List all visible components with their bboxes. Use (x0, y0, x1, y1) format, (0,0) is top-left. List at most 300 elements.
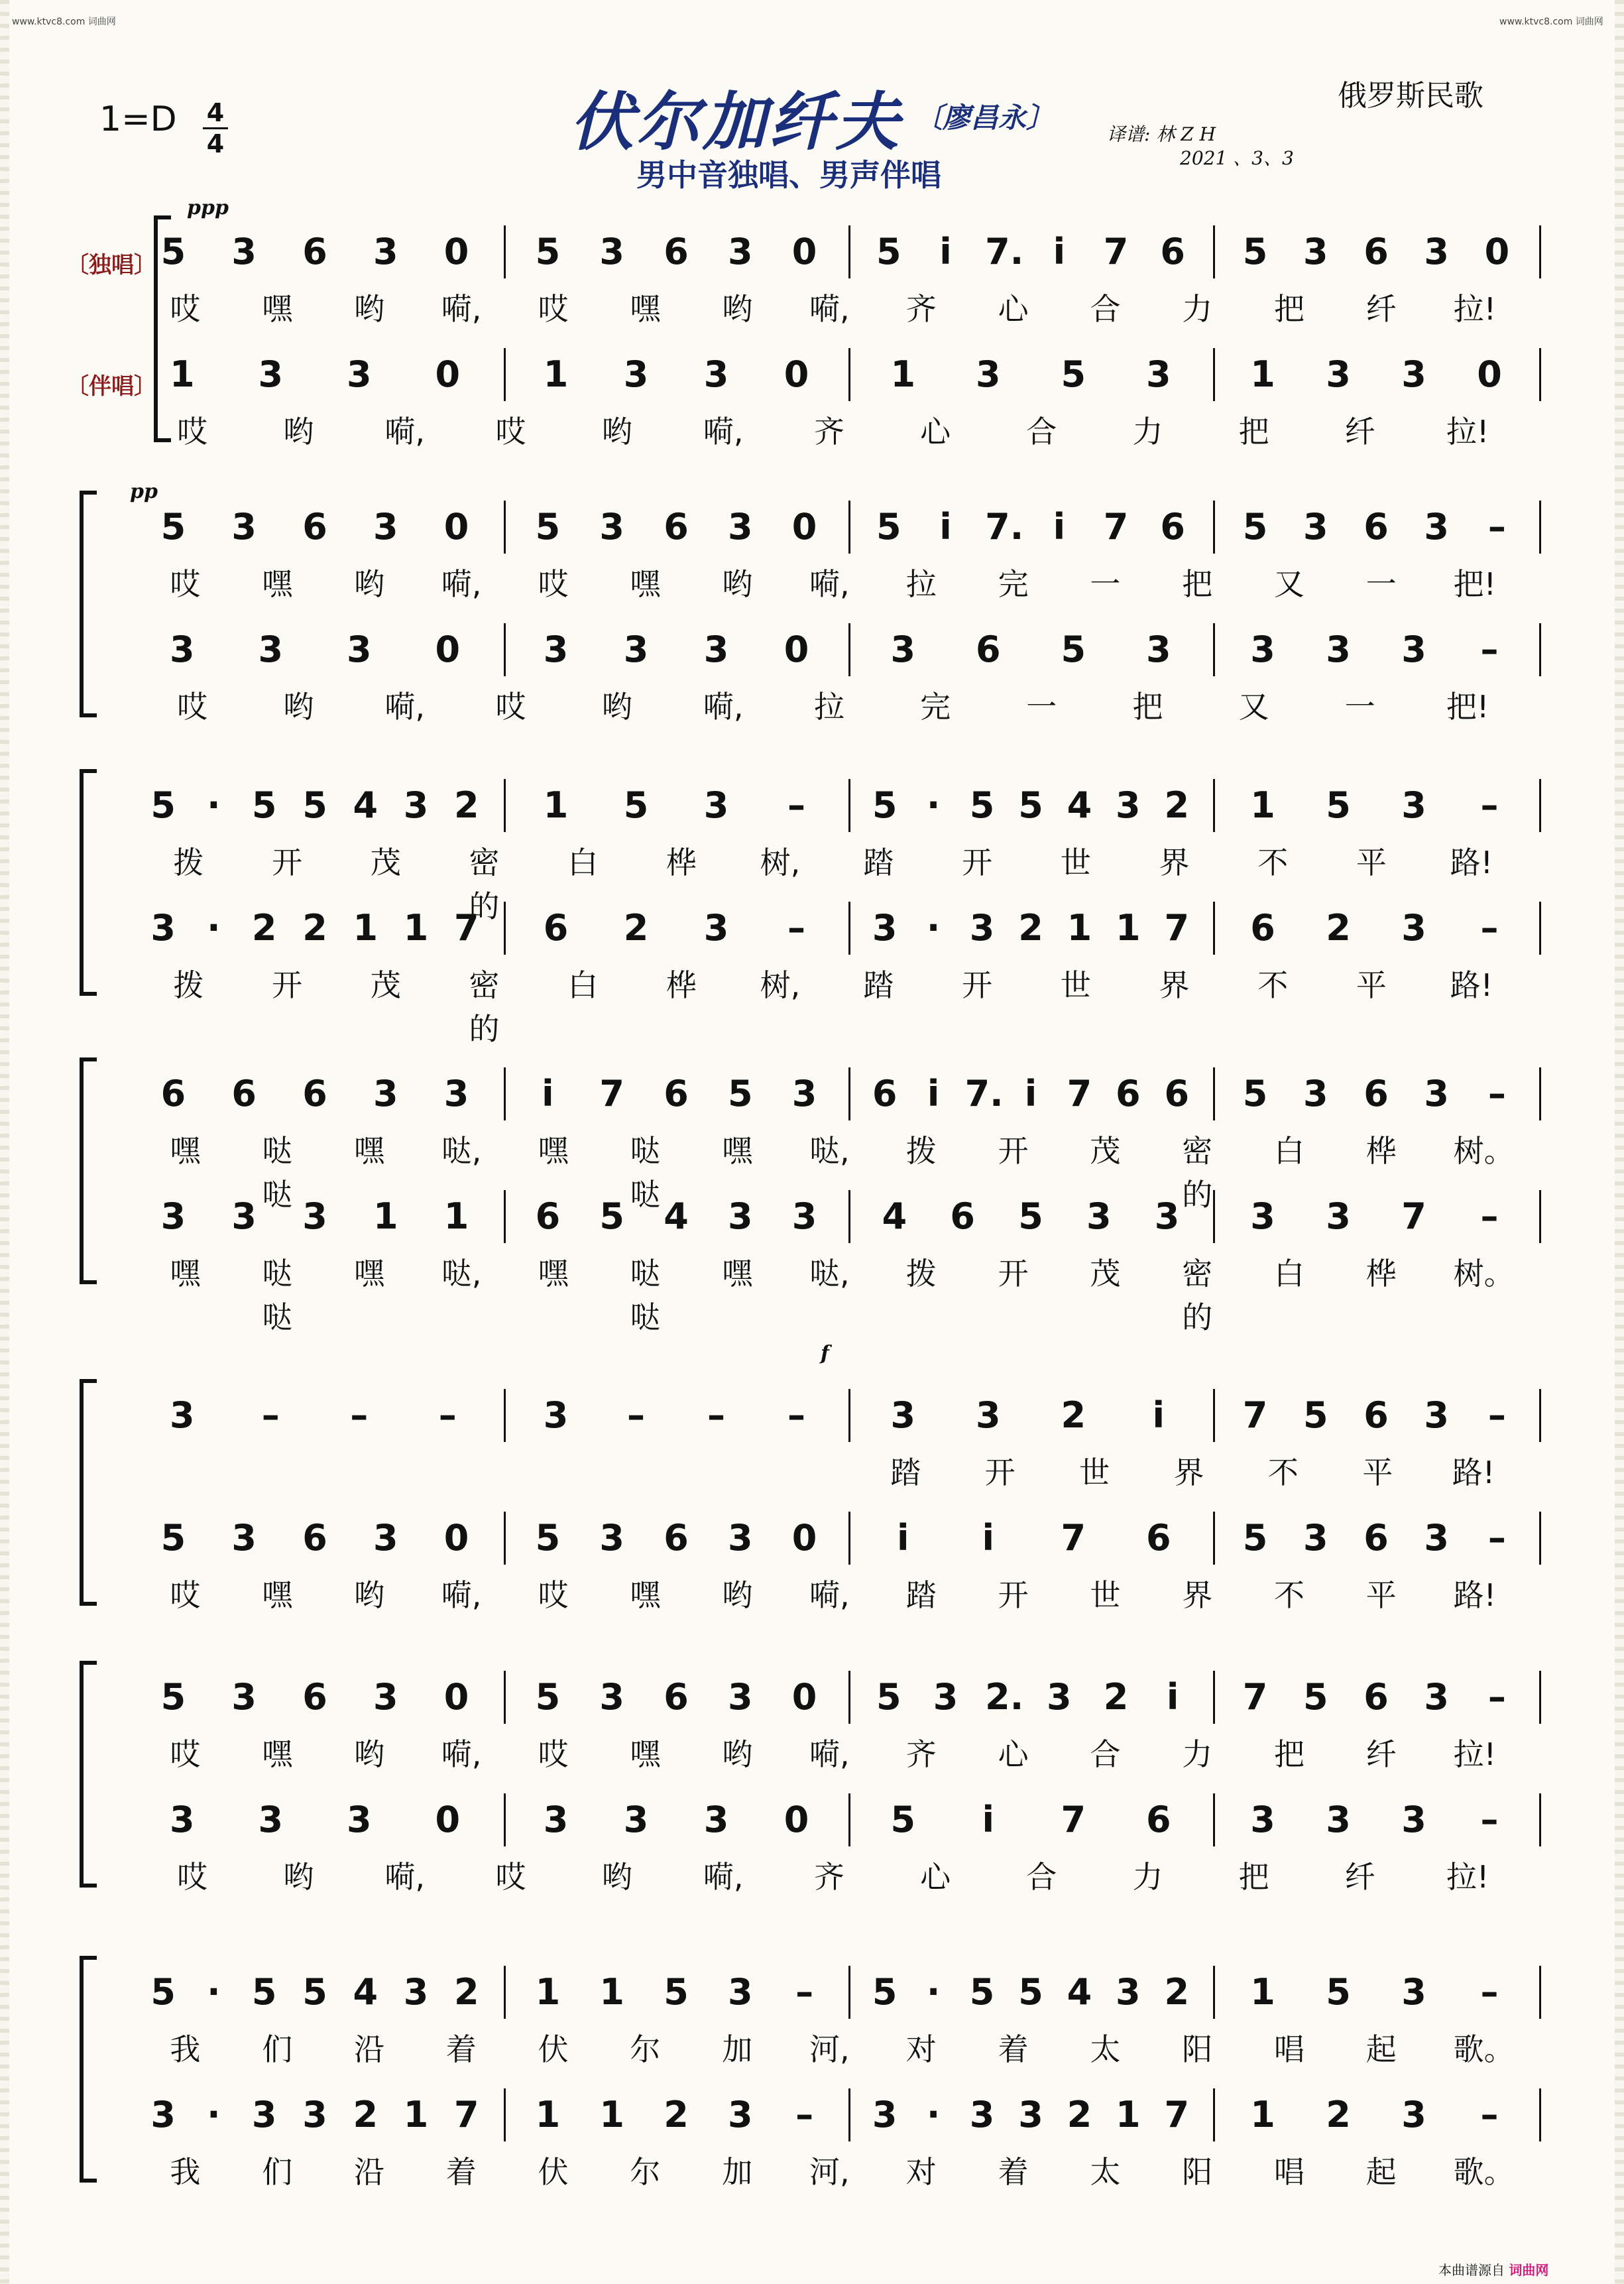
note: 1 (599, 2094, 624, 2135)
lyric-syllable: 拉! (1446, 1859, 1489, 1895)
bar-line (848, 1793, 850, 1846)
transcriber-credit (1107, 123, 1294, 170)
note: 5 (150, 784, 176, 826)
note: 2 (1061, 1394, 1086, 1436)
note: 7 (1242, 1394, 1268, 1436)
bar-line (1539, 1512, 1541, 1565)
note: 3 (623, 353, 649, 395)
dash-note: – (787, 1394, 805, 1436)
footer-text: 本曲谱源自 (1438, 2262, 1505, 2278)
bar-line (1213, 2088, 1215, 2141)
note: 3 (1424, 1517, 1449, 1559)
note: 3 (728, 1676, 753, 1718)
lyric-syllable: 平 (1362, 1455, 1393, 1490)
lyric-syllable: 界 (1159, 967, 1190, 1003)
note: 5 (890, 1799, 916, 1840)
note: 3 (231, 506, 257, 548)
dash-note: – (1487, 1073, 1506, 1114)
lyric-syllable: 踏 (863, 967, 894, 1003)
note: 3 (703, 1799, 729, 1840)
note: 1 (353, 907, 378, 949)
lyric-syllable: 着 (998, 2031, 1029, 2067)
lyric-syllable: 哒哒 (630, 1133, 661, 1213)
lyric-syllable: 沿 (354, 2154, 384, 2190)
lyric-syllable: 对 (905, 2031, 937, 2067)
note: 3 (728, 1971, 753, 2013)
lyric-syllable: 桦 (666, 967, 697, 1003)
dash-note: – (707, 1394, 725, 1436)
system-bracket (80, 491, 97, 717)
note: 3 (1401, 784, 1426, 826)
note: 3 (231, 231, 257, 272)
lyric-syllable: 把 (1238, 414, 1269, 450)
note: i (1152, 1394, 1165, 1436)
solo-part-label: 〔独唱〕 (66, 252, 156, 278)
lyric-syllable: 嘿 (262, 1736, 293, 1772)
note: 3 (373, 1676, 398, 1718)
note: 5 (1242, 1073, 1268, 1114)
note: i (982, 1799, 994, 1840)
note: 3 (258, 1799, 284, 1840)
lyric-syllable: 力 (1182, 1736, 1213, 1772)
lyric-syllable: 哎 (170, 1736, 201, 1772)
site-watermark-left: www.ktvc8.com 词曲网 (12, 17, 116, 27)
lyric-syllable: 对 (905, 2154, 937, 2190)
bar-line (1213, 779, 1215, 832)
note: 3 (1424, 506, 1449, 548)
note: 5 (535, 1517, 561, 1559)
lyric-syllable: 界 (1159, 845, 1190, 880)
note: 3 (1250, 629, 1275, 670)
note: 3 (872, 907, 898, 949)
lyric-syllable: 哒, (441, 1256, 482, 1292)
note: 3 (1326, 353, 1351, 395)
note: 5 (302, 1971, 327, 2013)
bar-line (1213, 1793, 1215, 1846)
lyric-syllable: 我 (170, 2154, 201, 2190)
dash-note: – (1480, 784, 1499, 826)
note: 3 (169, 629, 195, 670)
lyric-syllable: 桦 (1365, 1256, 1397, 1292)
dash-note: – (1480, 1971, 1499, 2013)
lyric-syllable: 把! (1453, 566, 1497, 602)
bar-line (504, 902, 506, 955)
lyric-syllable: 哒, (441, 1133, 482, 1169)
note: 6 (950, 1195, 975, 1237)
note: 3 (703, 784, 729, 826)
bar-line (504, 1190, 506, 1243)
lyric-syllable: 哟 (601, 689, 632, 725)
bar-line (504, 1512, 506, 1565)
singer-credit: 〔廖昌永〕 (915, 101, 1055, 134)
note: 7 (454, 907, 479, 949)
note: 5 (535, 231, 561, 272)
lyric-syllable: 路! (1453, 1577, 1497, 1613)
lyric-syllable: 茂 (370, 845, 401, 880)
lyric-syllable: 们 (262, 2031, 293, 2067)
note: i (1166, 1676, 1179, 1718)
note: 2 (1103, 1676, 1129, 1718)
system-bracket (80, 1379, 97, 1606)
dynamic-pp: pp (130, 480, 158, 503)
dash-note: – (1480, 1195, 1499, 1237)
lyric-syllable: 太 (1090, 2154, 1121, 2190)
note: 2 (1067, 2094, 1092, 2135)
lyric-syllable: 哒哒 (262, 1133, 293, 1213)
song-origin: 俄罗斯民歌 (1338, 79, 1483, 113)
lyric-syllable: 哟 (283, 1859, 314, 1895)
bar-line (1213, 1190, 1215, 1243)
note: 7 (1067, 1073, 1092, 1114)
lyric-syllable: 拉! (1453, 291, 1497, 327)
dash-note: – (1480, 907, 1499, 949)
rest-note: 0 (783, 353, 809, 395)
note: 1 (599, 1971, 624, 2013)
note: 3 (1303, 1517, 1328, 1559)
note: 5 (160, 506, 186, 548)
lyric-syllable: 又 (1274, 566, 1305, 602)
note: 3 (1018, 2094, 1043, 2135)
note: 3 (1424, 231, 1449, 272)
note: 3 (599, 1517, 624, 1559)
lyric-syllable: 路! (1450, 967, 1493, 1003)
note: 3 (403, 784, 429, 826)
note: i (927, 1073, 940, 1114)
note: 3 (1303, 1073, 1328, 1114)
note: 3 (1303, 506, 1328, 548)
note: 3 (346, 629, 372, 670)
lyric-syllable: 路! (1450, 845, 1493, 880)
lyric-syllable: 嗬, (809, 291, 850, 327)
site-watermark-right: www.ktvc8.com 词曲网 (1499, 17, 1603, 27)
lyric-syllable: 完 (998, 566, 1029, 602)
note: 5 (160, 1676, 186, 1718)
note: i (896, 1517, 909, 1559)
lyric-syllable: 拨 (173, 967, 204, 1003)
note: 3 (728, 1517, 753, 1559)
lyric-syllable: 哟 (601, 414, 632, 450)
note: 3 (1401, 629, 1426, 670)
note: 6 (302, 231, 327, 272)
note: 3 (346, 353, 372, 395)
note: 7 (599, 1073, 624, 1114)
bar-line (1213, 902, 1215, 955)
lyric-syllable: 一 (1026, 689, 1057, 725)
note: 4 (353, 1971, 378, 2013)
note: 5 (1018, 1971, 1043, 2013)
lyric-syllable: 沿 (354, 2031, 384, 2067)
lyric-syllable: 们 (262, 2154, 293, 2190)
note: · (926, 907, 941, 949)
note: 7 (1061, 1517, 1086, 1559)
lyric-syllable: 嘿 (630, 1577, 661, 1613)
note: 3 (543, 1799, 569, 1840)
bar-line (1213, 1067, 1215, 1120)
note: 4 (1067, 1971, 1092, 2013)
lyric-syllable: 嘿 (538, 1133, 569, 1169)
note: 6 (302, 506, 327, 548)
note: 5 (623, 784, 649, 826)
lyric-syllable: 拨 (905, 1256, 937, 1292)
note: 2 (302, 907, 327, 949)
lyric-syllable: 齐 (905, 291, 937, 327)
lyric-syllable: 哟 (354, 291, 384, 327)
lyric-syllable: 太 (1090, 2031, 1121, 2067)
note: 3 (302, 1195, 327, 1237)
lyric-syllable: 踏 (905, 1577, 937, 1613)
lyric-syllable: 着 (998, 2154, 1029, 2190)
lyric-syllable: 哟 (722, 1577, 753, 1613)
dash-note: – (350, 1394, 369, 1436)
lyric-syllable: 一 (1344, 689, 1375, 725)
bar-line (1539, 1389, 1541, 1442)
note: 6 (231, 1073, 257, 1114)
lyric-syllable: 嘿 (170, 1133, 201, 1169)
note: 6 (664, 506, 689, 548)
bar-line (1539, 1671, 1541, 1724)
dash-note: – (1487, 1517, 1506, 1559)
dash-note: – (438, 1394, 457, 1436)
note: 6 (1363, 1676, 1389, 1718)
lyric-syllable: 密的 (1182, 1133, 1213, 1213)
note: 3 (890, 629, 916, 670)
dash-note: – (627, 1394, 645, 1436)
lyric-syllable: 嗬, (703, 414, 744, 450)
dash-note: – (1487, 1676, 1506, 1718)
note: 6 (535, 1195, 561, 1237)
bar-line (504, 1793, 506, 1846)
lyric-syllable: 哒哒 (262, 1256, 293, 1335)
note: 3 (403, 1971, 429, 2013)
note: 7 (454, 2094, 479, 2135)
lyric-syllable: 哎 (170, 291, 201, 327)
note: 1 (543, 784, 569, 826)
note: 5 (160, 231, 186, 272)
note: 5 (1242, 506, 1268, 548)
note: 3 (728, 1195, 753, 1237)
note: 3 (791, 1195, 817, 1237)
note: 2 (353, 2094, 378, 2135)
note: 1 (1250, 2094, 1275, 2135)
dynamic-ppp: ppp (187, 196, 229, 219)
note: 1 (403, 907, 429, 949)
note: i (1024, 1073, 1037, 1114)
lyric-syllable: 平 (1356, 967, 1387, 1003)
note: 6 (1145, 1799, 1171, 1840)
note: 1 (1067, 907, 1092, 949)
bar-line (504, 1966, 506, 2019)
dash-note: – (787, 907, 805, 949)
note: 5 (1018, 1195, 1043, 1237)
bar-line (848, 225, 850, 278)
note: 5 (872, 1971, 898, 2013)
bar-line (1539, 501, 1541, 554)
lyric-syllable: 哟 (722, 291, 753, 327)
lyric-syllable: 哎 (170, 566, 201, 602)
note: 6 (1164, 1073, 1190, 1114)
system-bracket (80, 1057, 97, 1284)
lyric-syllable: 嗬, (384, 689, 425, 725)
note: 4 (664, 1195, 689, 1237)
note: 1 (1116, 907, 1141, 949)
note: · (207, 907, 221, 949)
note: 1 (169, 353, 195, 395)
note: 6 (1363, 231, 1389, 272)
note: 6 (1363, 1394, 1389, 1436)
lyric-syllable: 力 (1182, 291, 1213, 327)
lyric-syllable: 嗬, (384, 414, 425, 450)
rest-note: 0 (435, 1799, 461, 1840)
note: 3 (169, 1394, 195, 1436)
bar-line (1539, 2088, 1541, 2141)
note: 2 (1326, 2094, 1351, 2135)
lyric-syllable: 齐 (814, 1859, 844, 1895)
lyric-syllable: 世 (1060, 845, 1091, 880)
note: 3 (1154, 1195, 1180, 1237)
note: i (542, 1073, 554, 1114)
note: 3 (1250, 1799, 1275, 1840)
note: 3 (1303, 231, 1328, 272)
bar-line (1539, 225, 1541, 278)
note: 3 (623, 629, 649, 670)
note: 3 (599, 1676, 624, 1718)
note: · (207, 2094, 221, 2135)
note: 5 (969, 1971, 995, 2013)
note: 1 (535, 1971, 561, 2013)
note: 7 (1103, 506, 1129, 548)
note: 6 (664, 1517, 689, 1559)
note: i (1053, 506, 1066, 548)
note: 5 (251, 1971, 277, 2013)
note: 6 (543, 907, 569, 949)
note: 3 (1326, 1799, 1351, 1840)
note: 3 (791, 1073, 817, 1114)
note: 5 (535, 1676, 561, 1718)
note: 4 (1067, 784, 1092, 826)
note: 5 (876, 1676, 901, 1718)
note: 1 (1250, 1971, 1275, 2013)
lyric-syllable: 拨 (905, 1133, 937, 1169)
song-title: 伏尔加纤夫 (570, 85, 901, 159)
lyric-syllable: 哟 (722, 1736, 753, 1772)
rest-note: 0 (791, 1676, 817, 1718)
lyric-syllable: 哟 (283, 689, 314, 725)
dash-note: – (261, 1394, 280, 1436)
note: 5 (876, 506, 901, 548)
note: 2 (454, 1971, 479, 2013)
note: 1 (403, 2094, 429, 2135)
note: 3 (150, 2094, 176, 2135)
system-bracket (80, 1661, 97, 1888)
note: 3 (599, 231, 624, 272)
rest-note: 0 (435, 629, 461, 670)
lyric-syllable: 嗬, (809, 1736, 850, 1772)
lyric-syllable: 密的 (469, 845, 500, 924)
lyric-syllable: 嗬, (441, 1736, 482, 1772)
note: 4 (882, 1195, 907, 1237)
lyric-syllable: 唱 (1274, 2031, 1305, 2067)
rest-note: 0 (791, 1517, 817, 1559)
note: 6 (302, 1073, 327, 1114)
lyric-syllable: 开 (962, 967, 993, 1003)
lyric-syllable: 不 (1257, 967, 1289, 1003)
lyric-syllable: 纤 (1365, 1736, 1397, 1772)
note: 3 (703, 629, 729, 670)
bar-line (848, 1671, 850, 1724)
note: 3 (969, 2094, 995, 2135)
bar-line (504, 779, 506, 832)
note: i (939, 506, 952, 548)
bar-line (1213, 348, 1215, 401)
note: 3 (623, 1799, 649, 1840)
lyric-syllable: 不 (1267, 1455, 1299, 1490)
note: 7. (985, 506, 1024, 548)
lyric-syllable: 密的 (469, 967, 500, 1047)
bar-line (1213, 1389, 1215, 1442)
lyric-syllable: 唱 (1274, 2154, 1305, 2190)
lyric-syllable: 合 (1026, 414, 1057, 450)
note: 3 (975, 353, 1001, 395)
lyric-syllable: 尔 (630, 2154, 661, 2190)
bar-line (848, 779, 850, 832)
bar-line (1539, 779, 1541, 832)
dash-note: – (795, 1971, 814, 2013)
lyric-syllable: 嘿 (262, 566, 293, 602)
lyric-syllable: 不 (1274, 1577, 1305, 1613)
bar-line (848, 348, 850, 401)
lyric-syllable: 开 (998, 1256, 1029, 1292)
dash-note: – (1487, 506, 1506, 548)
bar-line (1539, 902, 1541, 955)
note: 7 (1164, 2094, 1190, 2135)
note: 2 (1164, 784, 1190, 826)
lyric-syllable: 起 (1365, 2031, 1397, 2067)
bar-line (1213, 1512, 1215, 1565)
transcriber: 译谱: 林 Z H (1107, 123, 1216, 145)
bar-line (848, 1067, 850, 1120)
left-watermark-strip (0, 0, 9, 2284)
bar-line (848, 1389, 850, 1442)
lyric-syllable: 嗬, (809, 566, 850, 602)
lyric-syllable: 哟 (354, 1736, 384, 1772)
note: 3 (1401, 1971, 1426, 2013)
song-subtitle: 男中音独唱、男声伴唱 (636, 157, 941, 193)
note: 6 (1145, 1517, 1171, 1559)
note: i (939, 231, 952, 272)
lyric-syllable: 哟 (354, 566, 384, 602)
lyric-syllable: 加 (722, 2154, 753, 2190)
lyric-syllable: 哎 (495, 689, 526, 725)
lyric-syllable: 界 (1182, 1577, 1213, 1613)
lyric-syllable: 把 (1274, 1736, 1305, 1772)
lyric-syllable: 纤 (1365, 291, 1397, 327)
lyric-syllable: 哎 (177, 1859, 208, 1895)
bar-line (1539, 623, 1541, 676)
lyric-syllable: 哎 (177, 689, 208, 725)
note: · (926, 1971, 941, 2013)
lyric-syllable: 白 (1274, 1133, 1305, 1169)
lyric-syllable: 起 (1365, 2154, 1397, 2190)
note: · (926, 784, 941, 826)
note: 6 (1363, 1517, 1389, 1559)
note: 3 (160, 1195, 186, 1237)
rest-note: 0 (1477, 353, 1502, 395)
lyric-syllable: 拉! (1453, 1736, 1497, 1772)
lyric-syllable: 哎 (495, 414, 526, 450)
rest-note: 0 (1484, 231, 1510, 272)
bar-line (848, 623, 850, 676)
lyric-syllable: 完 (920, 689, 951, 725)
